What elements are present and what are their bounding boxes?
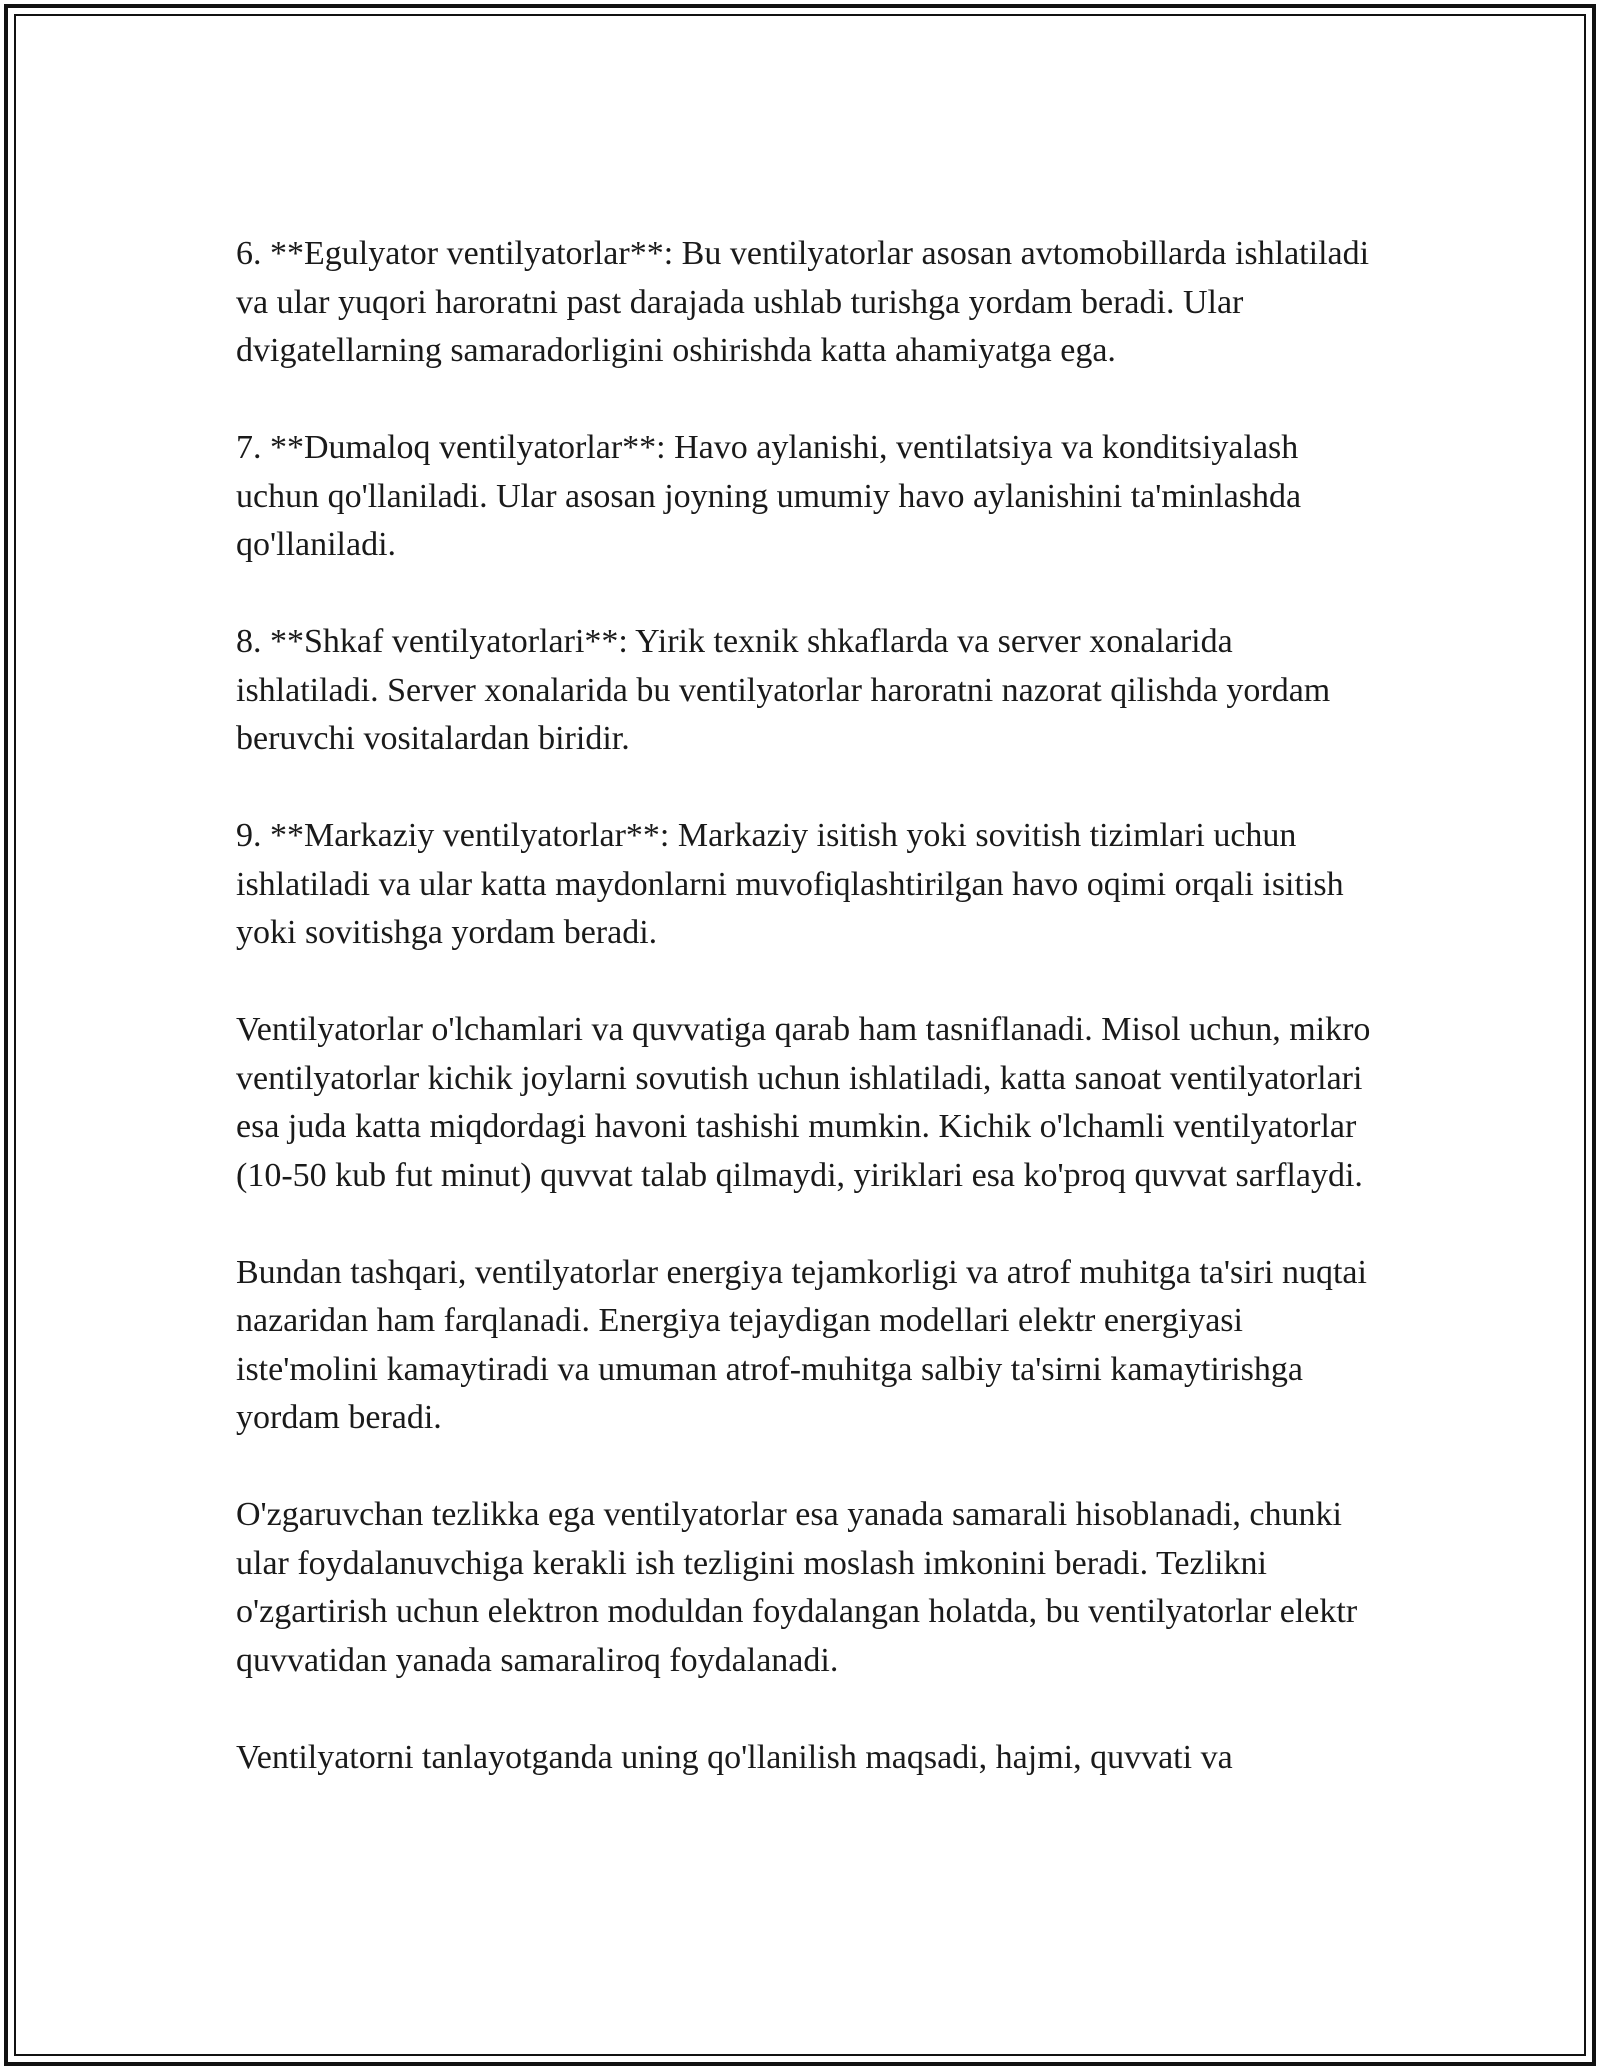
paragraph-item-9: 9. **Markaziy ventilyatorlar**: Markaziy isitish yoki sovitish tizimlari uchun ishlatiladi va ular katta maydonlarni muvofiqlashtirilgan havo oqimi orqali isitish yoki sovitishga yordam beradi.: [236, 817, 1344, 951]
paragraph-selection: Ventilyatorni tanlayotganda uning qo'llanilish maqsadi, hajmi, quvvati va: [236, 1738, 1233, 1776]
document-body: [236, 230, 1376, 1782]
paragraph-item-8: 8. **Shkaf ventilyatorlari**: Yirik texnik shkaflarda va server xonalarida ishlatiladi. Server xonalarida bu ventilyatorlar haroratni nazorat qilishda yordam beruvchi vositalardan biridir.: [236, 623, 1331, 757]
paragraph-variable-speed: O'zgaruvchan tezlikka ega ventilyatorlar esa yanada samarali hisoblanadi, chunki ular foydalanuvchiga kerakli ish tezligini moslash imkonini beradi. Tezlikni o'zgartirish uchun elektron moduldan foydalangan holatda, bu ventilyatorlar elektr quvvatidan yanada samaraliroq foydalanadi.: [236, 1496, 1358, 1679]
paragraph-energy-efficiency: Bundan tashqari, ventilyatorlar energiya tejamkorligi va atrof muhitga ta'siri nuqtai nazaridan ham farqlanadi. Energiya tejaydigan modellari elektr energiyasi iste'molini kamaytiradi va umuman atrof-muhitga salbiy ta'sirni kamaytirishga yordam beradi.: [236, 1253, 1367, 1436]
paragraph-item-7: 7. **Dumaloq ventilyatorlar**: Havo aylanishi, ventilatsiya va konditsiyalash uchun qo'llaniladi. Ular asosan joyning umumiy havo aylanishini ta'minlashda qo'llaniladi.: [236, 429, 1302, 563]
paragraph-item-6: 6. **Egulyator ventilyatorlar**: Bu ventilyatorlar asosan avtomobillarda ishlatiladi va ular yuqori haroratni past darajada ushlab turishga yordam beradi. Ular dvigatellarning samaradorligini oshirishda katta ahamiyatga ega.: [236, 235, 1370, 369]
paragraph-size-classification: Ventilyatorlar o'lchamlari va quvvatiga qarab ham tasniflanadi. Misol uchun, mikro ventilyatorlar kichik joylarni sovutish uchun ishlatiladi, katta sanoat ventilyatorlari esa juda katta miqdordagi havoni tashishi mumkin. Kichik o'lchamli ventilyatorlar (10-50 kub fut minut) quvvat talab qilmaydi, yiriklari esa ko'proq quvvat sarflaydi.: [236, 1011, 1371, 1194]
